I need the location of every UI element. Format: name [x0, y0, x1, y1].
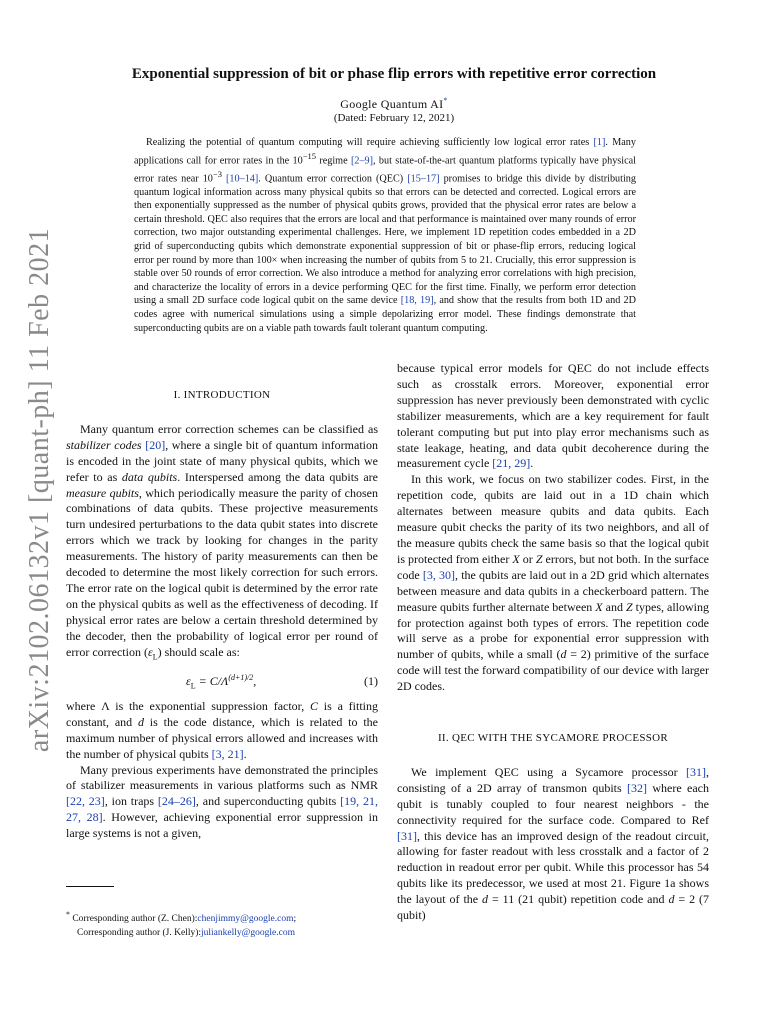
body-text: is a fitting constant, and [66, 698, 379, 729]
abstract-text: . Many applications call for error rates in the 10 [134, 137, 636, 166]
abstract-text: , and show that the results from both 1D and 2D codes agree with numerical simulations using a simple depolarizing error model. These findings demonstrate that superconducting qubits are on a viable path towards fault tolerant quantum computing. [134, 295, 636, 334]
body-text: , where a single bit of quantum information is encoded in the joint state of many physical qubits, which we refer to as [66, 437, 379, 484]
citation-link[interactable]: [21, 29] [492, 456, 531, 471]
body-text: We implement QEC using a Sycamore processor [411, 764, 686, 779]
footnote-text: Corresponding author (Z. Chen): [69, 914, 198, 925]
body-text: errors, but not both. In the surface code [397, 551, 709, 582]
footnotes [66, 908, 386, 940]
citation-link[interactable]: [24–26] [157, 794, 196, 809]
paragraph [397, 361, 709, 472]
equation-body [186, 670, 256, 694]
math-symbol: d [137, 714, 144, 729]
footnote-rule [66, 886, 114, 887]
paragraph [66, 763, 378, 843]
paragraph [66, 422, 378, 665]
body-text: ) should scale as: [157, 644, 240, 659]
citation-link[interactable]: [1] [593, 137, 606, 148]
body-text: . [243, 746, 247, 761]
citation-link[interactable]: [2–9] [350, 154, 374, 166]
math-symbol: Z [535, 551, 543, 566]
citation-link[interactable]: [20] [145, 437, 166, 452]
math-expression: = C/Λ [195, 673, 229, 688]
math-symbol: ε [147, 644, 153, 659]
right-column [397, 361, 709, 924]
body-text: = 11 (21 qubit) repetition code and [488, 892, 669, 907]
body-text: types, allowing for protection against both types of errors. The repetition code will serve as a probe for exponential error suppression with number of qubits, while a small ( [397, 599, 709, 662]
body-text: , and superconducting qubits [195, 794, 341, 809]
exponent: −3 [212, 168, 222, 179]
email-link[interactable]: chenjimmy@google.com [197, 914, 294, 925]
abstract-text: promises to bridge this divide by distributing quantum logical information across many physical qubits so that errors can be detected and corrected. Logical errors are then exponentially suppressed as the number of physical qubits grows, provided that the physical error rates are below a certain threshold. QEC also requires that the errors are local and that performance is maintained over many rounds of error correction, two major outstanding experimental challenges. Here, we implement 1D repetition codes embedded in a 2D grid of superconducting qubits which demonstrate exponential suppression of bit or phase-flip errors, reducing logical error per round by more than 100× when increasing the number of qubits from 5 to 21. Crucially, this error suppression is stable over 50 rounds of error correction. We also introduce a method for analyzing error correlations with high precision, and characterize the locality of errors in a device performing QEC for the first time. Finally, we perform error detection using a small 2D surface code logical qubit on the same device [134, 172, 636, 307]
citation-link[interactable]: [31] [397, 828, 417, 843]
equation-1 [66, 665, 378, 699]
abstract-text: . Quantum error correction (QEC) [258, 172, 408, 184]
citation-link[interactable]: [3, 21] [211, 746, 244, 761]
body-text: . [530, 456, 534, 471]
footnote [66, 927, 386, 941]
citation-link[interactable]: [31] [686, 764, 706, 779]
author-footnote-mark[interactable]: * [443, 96, 448, 105]
body-text: , the qubits are laid out in a 2D grid which alternates between measure and data qubits in a checkerboard pattern. The measure qubits further alternate between [397, 567, 709, 614]
paper-title: Exponential suppression of bit or phase flip errors with repetitive error correction [131, 66, 657, 82]
math-symbol: X [595, 599, 603, 614]
section-heading-sycamore: II. QEC WITH THE SYCAMORE PROCESSOR [437, 732, 669, 745]
body-text: where each qubit is tunably coupled to four nearest neighbors - the connectivity required for the surface code. Compared to Ref [397, 780, 710, 827]
citation-link[interactable]: [15–17] [407, 172, 440, 184]
citation-link[interactable]: [18, 19] [400, 295, 434, 307]
math-punctuation: , [253, 673, 257, 688]
citation-link[interactable]: [32] [627, 780, 648, 795]
body-text: Many quantum error correction schemes can be classified as [80, 421, 378, 436]
math-symbol: Z [625, 599, 633, 614]
abstract-text: , but state-of-the-art quantum platforms typically have physical error rates near 10 [134, 154, 636, 184]
footnote-mark: * [66, 910, 70, 919]
arxiv-identifier: arXiv:2102.06132v1 [quant-ph] 11 Feb 2021 [24, 227, 56, 753]
section-heading-introduction: I. INTRODUCTION [173, 389, 271, 401]
citation-link[interactable]: [19, 21, 27, 28] [66, 794, 378, 825]
abstract-text: regime [316, 154, 351, 166]
paragraph [397, 765, 709, 924]
citation-link[interactable]: [10–14] [226, 172, 259, 184]
left-column [66, 388, 378, 842]
equation-number: (1) [364, 673, 378, 688]
math-exponent: (d+1)/2 [228, 672, 254, 682]
body-text: and [602, 599, 626, 614]
exponent: −15 [302, 150, 317, 161]
body-text: , consisting of a 2D array of transmon qubits [397, 764, 709, 795]
author-line [60, 96, 728, 112]
body-text: In this work, we focus on two stabilizer codes. First, in the repetition code, qubits are laid out in a 1D chain which alternates between measure qubits and data qubits. Each measure qubit checks the parity of its two neighbors, and all of the measure qubits check the same basis so that the logical qubit is protected from either [397, 472, 709, 566]
abstract-text: Realizing the potential of quantum computing will require achieving sufficiently low logical error rates [146, 137, 594, 148]
email-link[interactable]: juliankelly@google.com [201, 927, 295, 938]
body-text: . However, achieving exponential error suppression in large systems is not a given, [66, 810, 378, 841]
math-symbol: d [560, 647, 567, 662]
math-symbol: X [512, 551, 520, 566]
body-text: = 2 (7 qubit) [397, 892, 710, 923]
author-name: Google Quantum AI [340, 97, 444, 111]
arxiv-identifier-stamp [10, 210, 70, 770]
body-text: . Interspersed among the data qubits are [177, 469, 378, 484]
emphasis: measure qubits [66, 485, 139, 500]
body-text: Many previous experiments have demonstrated the principles of stabilizer measurements in various platforms such as NMR [66, 762, 378, 793]
paragraph [66, 699, 378, 763]
body-text: , this device has an improved design of the readout circuit, allowing for faster readout with less crosstalk and a factor of 2 reduction in readout error per qubit. While this processor has 54 qubits like its predecessor, we used at most 21. Figure 1a shows the layout of the [397, 828, 709, 907]
body-text: , which periodically measure the parity of chosen combinations of data qubits. These projective measurements turn undesired perturbations to the data qubit states into discrete errors which we track by looking for changes in the parity measurements. The history of parity measurements can then be decoded to determine the most likely correction for such errors. The error rate on the logical qubit is determined by the error rate on the physical qubits as well as the effectiveness of decoding. If physical error rates are below a certain threshold determined by the decoder, then the probability of logical error per round of error correction ( [66, 485, 378, 659]
math-symbol: C [309, 698, 318, 713]
body-text: is the code distance, which is related to the maximum number of physical errors allowed and increases with the number of physical qubits [66, 714, 378, 761]
footnote [66, 908, 386, 927]
math-subscript: L [152, 651, 158, 661]
emphasis: data qubits [121, 469, 178, 484]
math-symbol: ε [186, 673, 191, 688]
body-text: = 2) primitive of the surface code will test the forward compatibility of our device with larger 2D codes. [397, 647, 709, 694]
footnote-text: Corresponding author (J. Kelly): [77, 927, 202, 938]
body-text: or [519, 551, 536, 566]
paragraph [397, 472, 709, 695]
citation-link[interactable]: [22, 23] [66, 794, 105, 809]
footnote-text: ; [293, 914, 297, 925]
math-symbol: d [482, 892, 489, 907]
citation-link[interactable]: [3, 30] [422, 567, 456, 582]
emphasis: stabilizer codes [66, 437, 142, 452]
body-text: where Λ is the exponential suppression factor, [66, 698, 310, 713]
math-subscript: L [190, 681, 196, 691]
math-symbol: d [668, 892, 675, 907]
body-text: because typical error models for QEC do not include effects such as crosstalk errors. Moreover, exponential error suppression has never previously been demonstrated with cyclic stabilizer measurements, which are a key requirement for fault tolerant computing but put into play error mechanisms such as state leakage, heating, and data qubit decoherence during the measurement cycle [397, 361, 709, 471]
abstract [134, 136, 636, 335]
body-text: , ion traps [104, 794, 158, 809]
dated-line: (Dated: February 12, 2021) [333, 112, 455, 124]
